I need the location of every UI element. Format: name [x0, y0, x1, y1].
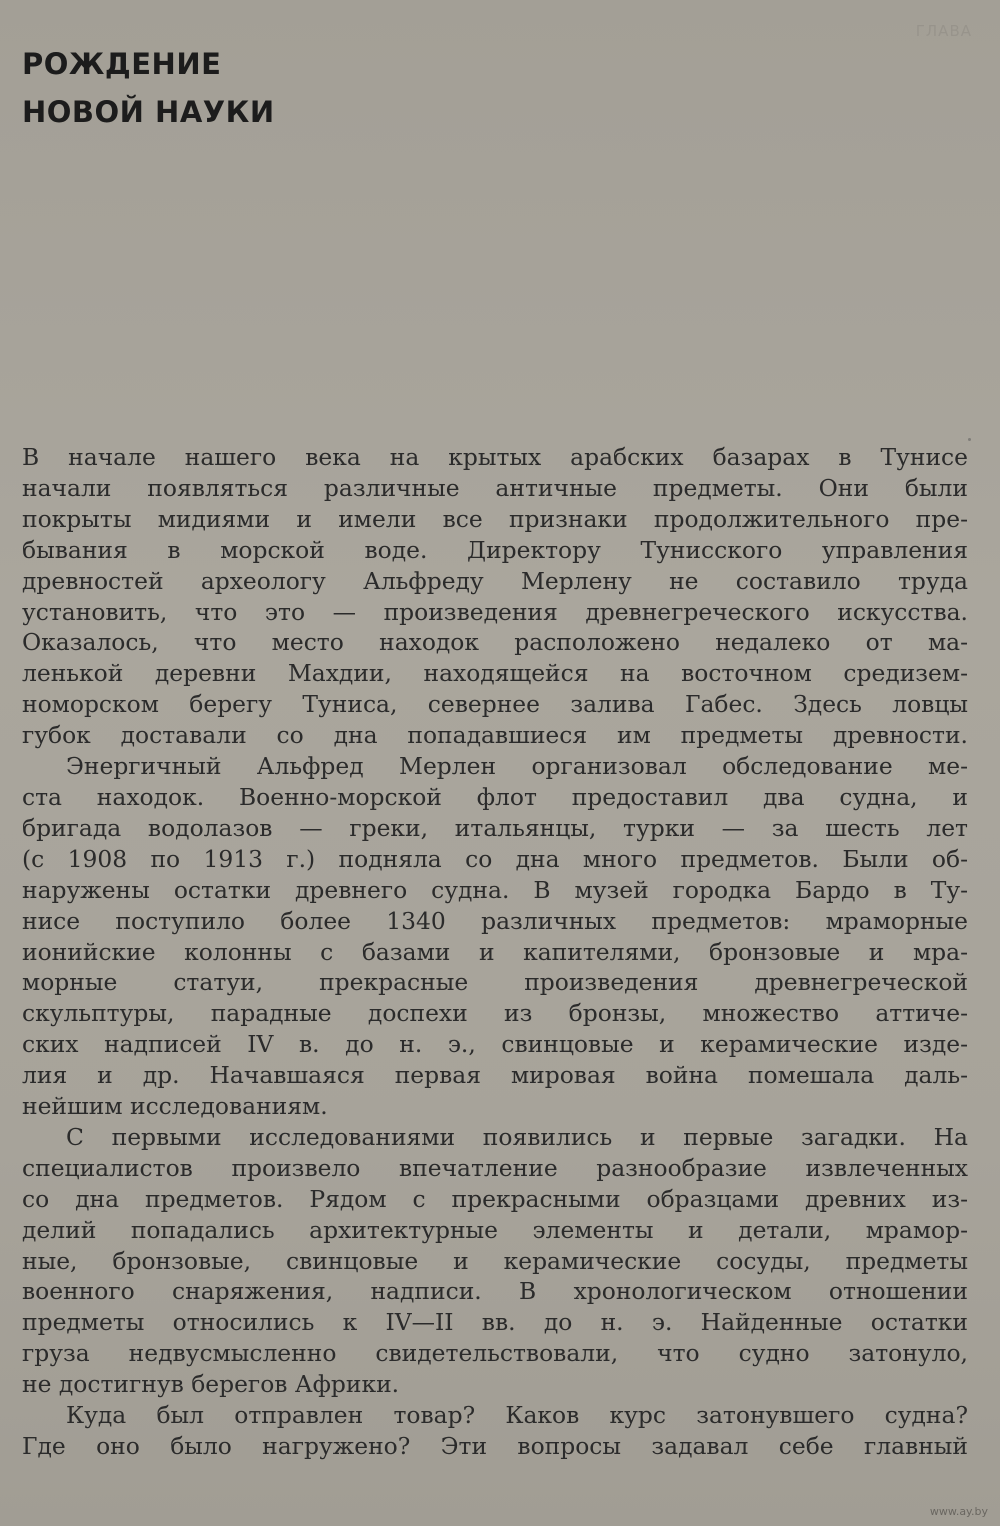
paragraph-4	[22, 1400, 968, 1462]
text-line: не достигнув берегов Африки.	[22, 1370, 400, 1399]
text-line: Оказалось, что место находок расположено недалеко от ма-	[22, 628, 968, 657]
running-head: ГЛАВА	[915, 22, 972, 40]
text-line: ленькой деревни Махдии, находящейся на восточном средизем-	[22, 659, 968, 688]
text-line: ионийские колонны с базами и капителями, бронзовые и мра-	[22, 937, 968, 966]
text-line: начали появляться различные античные предметы. Они были	[22, 473, 968, 502]
text-line: нисе поступило более 1340 различных предметов: мраморные	[22, 906, 968, 935]
text-line: груза недвусмысленно свидетельствовали, что судно затонуло,	[22, 1339, 968, 1368]
text-line: бывания в морской воде. Директору Тунисского управления	[22, 535, 968, 564]
body-text	[22, 442, 968, 1462]
text-line: покрыты мидиями и имели все признаки продолжительного пре-	[22, 504, 968, 533]
text-line: со дна предметов. Рядом с прекрасными образцами древних из-	[22, 1184, 968, 1213]
text-line: Где оно было нагружено? Эти вопросы задавал себе главный	[22, 1432, 968, 1460]
text-line: (с 1908 по 1913 г.) подняла со дна много предметов. Были об-	[22, 844, 968, 873]
text-line: военного снаряжения, надписи. В хронологическом отношении	[22, 1277, 968, 1306]
text-line: предметы относились к IV—II вв. до н. э. Найденные остатки	[22, 1308, 968, 1337]
text-line: установить, что это — произведения древнегреческого искусства.	[22, 597, 968, 626]
text-line: наружены остатки древнего судна. В музей городка Бардо в Ту-	[22, 875, 968, 904]
text-line: губок доставали со дна попадавшиеся им предметы древности.	[22, 721, 968, 750]
text-line: древностей археологу Альфреду Мерлену не составило труда	[22, 566, 968, 595]
text-line: номорском берегу Туниса, севернее залива Габес. Здесь ловцы	[22, 690, 968, 719]
text-line: делий попадались архитектурные элементы и детали, мрамор-	[22, 1215, 968, 1244]
text-line: нейшим исследованиям.	[22, 1092, 328, 1121]
watermark: www.ay.by	[929, 1505, 988, 1518]
text-line: бригада водолазов — греки, итальянцы, турки — за шесть лет	[22, 813, 968, 842]
chapter-title	[22, 40, 275, 136]
print-speck	[968, 438, 971, 441]
text-line: С первыми исследованиями появились и первые загадки. На	[66, 1122, 968, 1151]
chapter-title-line-1: РОЖДЕНИЕ	[22, 47, 222, 81]
text-line: ные, бронзовые, свинцовые и керамические сосуды, предметы	[22, 1246, 968, 1275]
text-line: специалистов произвело впечатление разнообразие извлеченных	[22, 1153, 968, 1182]
text-line: лия и др. Начавшаяся первая мировая война помешала даль-	[22, 1061, 968, 1090]
paragraph-1	[22, 442, 968, 751]
paragraph-2	[22, 751, 968, 1122]
text-line: Энергичный Альфред Мерлен организовал обследование ме-	[66, 752, 968, 781]
text-line: ских надписей IV в. до н. э., свинцовые и керамические изде-	[22, 1030, 968, 1059]
text-line: морные статуи, прекрасные произведения древнегреческой	[22, 968, 968, 997]
paragraph-3	[22, 1122, 968, 1400]
text-line: скульптуры, парадные доспехи из бронзы, множество аттиче-	[22, 999, 968, 1028]
text-line: ста находок. Военно-морской флот предоставил два судна, и	[22, 782, 968, 811]
text-line: В начале нашего века на крытых арабских базарах в Тунисе	[22, 443, 968, 471]
text-line: Куда был отправлен товар? Каков курс затонувшего судна?	[66, 1401, 968, 1430]
chapter-title-line-2: НОВОЙ НАУКИ	[22, 95, 275, 129]
